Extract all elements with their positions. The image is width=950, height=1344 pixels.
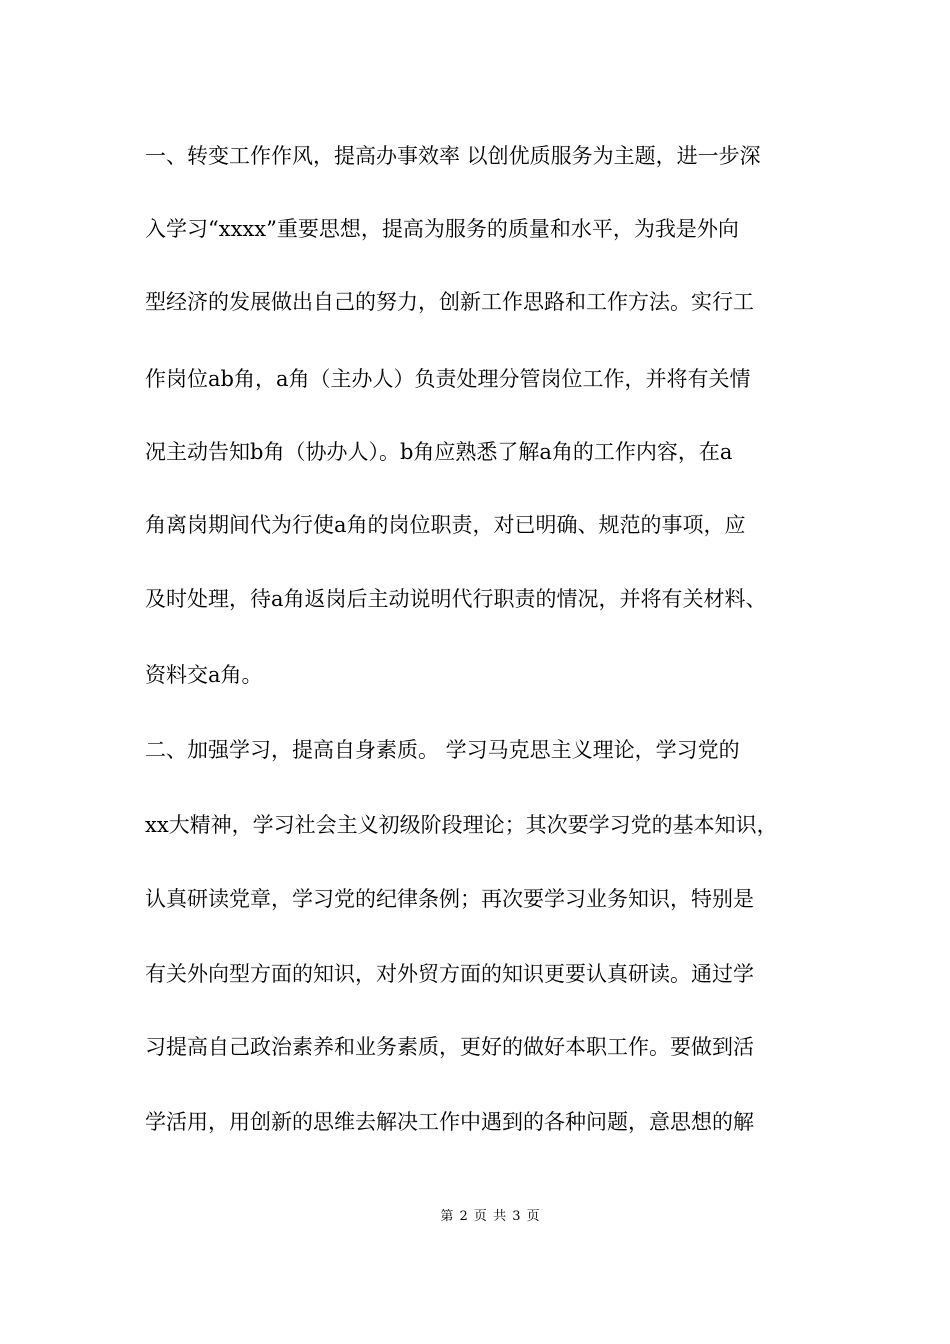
- body-line-2: 入学习“xxxx”重要思想，提高为服务的质量和水平，为我是外向: [145, 217, 739, 241]
- footer-prefix: 第: [440, 1209, 454, 1224]
- body-line-4: 作岗位ab角，a角（主办人）负责处理分管岗位工作，并将有关情: [145, 367, 751, 391]
- footer-page-word: 页: [473, 1209, 487, 1224]
- body-line-12: 有关外向型方面的知识，对外贸方面的知识更要认真研读。通过学: [145, 962, 754, 986]
- body-line-11: 认真研读党章，学习党的纪律条例；再次要学习业务知识，特别是: [145, 887, 754, 911]
- body-line-1: 一、转变工作作风，提高办事效率 以创优质服务为主题，进一步深: [145, 144, 761, 168]
- body-line-8: 资料交a角。: [145, 663, 263, 687]
- body-line-6: 角离岗期间代为行使a角的岗位职责，对已明确、规范的事项，应: [145, 513, 746, 537]
- body-line-10: xx大精神，学习社会主义初级阶段理论；其次要学习党的基本知识，: [145, 813, 778, 837]
- footer-total-pages: 3: [512, 1209, 521, 1224]
- footer-suffix: 页: [526, 1209, 540, 1224]
- footer-current-page: 2: [459, 1209, 468, 1224]
- body-line-7: 及时处理，待a角返岗后主动说明代行职责的情况，并将有关材料、: [145, 587, 767, 611]
- body-line-13: 习提高自己政治素养和业务素质，更好的做好本职工作。要做到活: [145, 1035, 754, 1059]
- body-line-14: 学活用，用创新的思维去解决工作中遇到的各种问题，意思想的解: [145, 1110, 754, 1134]
- body-line-3: 型经济的发展做出自己的努力，创新工作思路和工作方法。实行工: [145, 290, 754, 314]
- footer-total-prefix: 共: [493, 1209, 507, 1224]
- body-line-9: 二、加强学习，提高自身素质。 学习马克思主义理论，学习党的: [145, 738, 740, 762]
- body-line-5: 况主动告知b角（协办人）。b角应熟悉了解a角的工作内容，在a: [145, 440, 733, 464]
- page-footer: [0, 1208, 950, 1226]
